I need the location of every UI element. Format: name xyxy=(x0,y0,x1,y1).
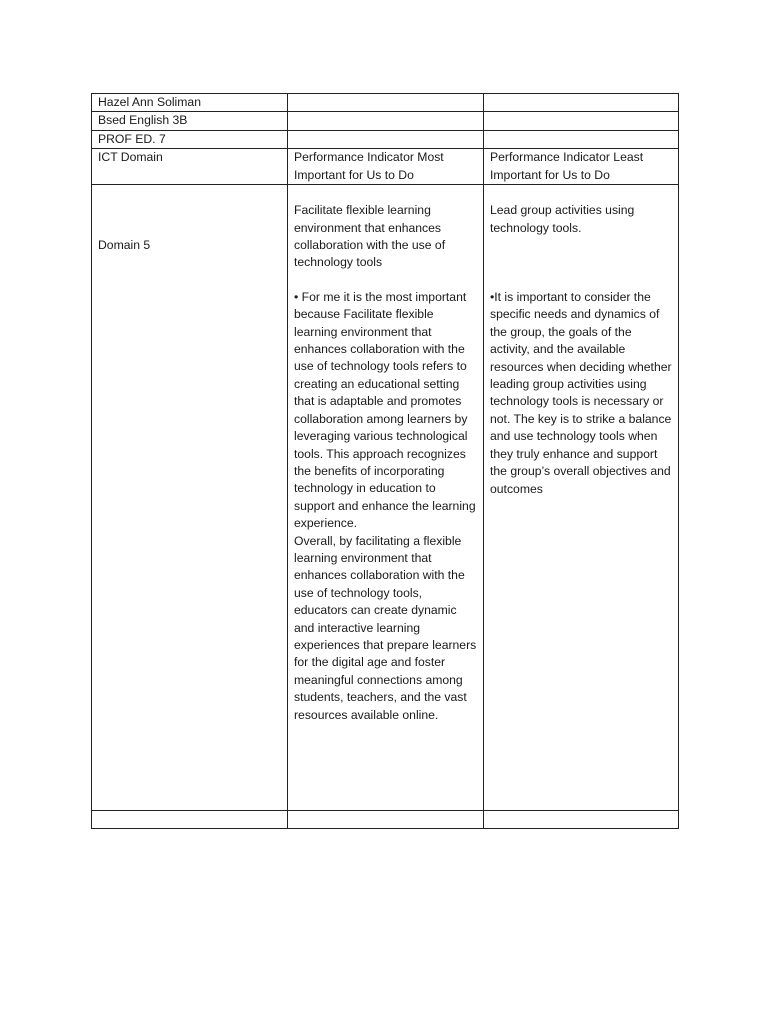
empty-cell xyxy=(288,94,484,112)
empty-cell xyxy=(484,130,679,148)
subject-code: PROF ED. 7 xyxy=(92,130,288,148)
empty-cell xyxy=(288,130,484,148)
row-course xyxy=(92,112,679,130)
most-important-header: Performance Indicator Most Important for Us to Do xyxy=(288,149,484,185)
ict-domain-header: ICT Domain xyxy=(92,149,288,185)
most-important-reason: • For me it is the most important because Facilitate flexible learning environment that enhances collaboration with the use of technology tools refers to creating an educational setting that is adaptable and promotes collaboration among learners by leveraging various technological tools. This approach recognizes the benefits of incorporating technology in education to support and enhance the learning experience. xyxy=(294,289,476,531)
row-empty xyxy=(92,811,679,829)
least-important-indicator: Lead group activities using technology tools. xyxy=(490,203,635,235)
empty-cell xyxy=(288,112,484,130)
domain-label: Domain 5 xyxy=(98,238,151,253)
empty-cell xyxy=(484,112,679,130)
most-important-indicator: Facilitate flexible learning environment that enhances collaboration with the use of technology tools xyxy=(294,203,446,270)
least-important-header: Performance Indicator Least Important for Us to Do xyxy=(484,149,679,185)
empty-cell xyxy=(92,811,288,829)
course-section: Bsed English 3B xyxy=(92,112,288,130)
domain-label-cell xyxy=(92,185,288,811)
most-important-cell xyxy=(288,185,484,811)
least-important-cell xyxy=(484,185,679,811)
empty-cell xyxy=(288,811,484,829)
row-subject xyxy=(92,130,679,148)
row-domain-5 xyxy=(92,185,679,811)
row-column-headers xyxy=(92,149,679,185)
row-name xyxy=(92,94,679,112)
empty-cell xyxy=(484,811,679,829)
document-table xyxy=(91,93,679,829)
student-name: Hazel Ann Soliman xyxy=(92,94,288,112)
most-important-conclusion: Overall, by facilitating a flexible learning environment that enhances collaboration with the use of technology tools, educators can create dynamic and interactive learning experiences that prepare learners for the digital age and foster meaningful connections among students, teachers, and the vast resources available online. xyxy=(294,533,477,722)
least-important-reason: •It is important to consider the specific needs and dynamics of the group, the goals of the activity, and the available resources when deciding whether leading group activities using technology tools is necessary or not. The key is to strike a balance and use technology tools when they truly enhance and support the group’s overall objectives and outcomes xyxy=(490,290,672,496)
empty-cell xyxy=(484,94,679,112)
